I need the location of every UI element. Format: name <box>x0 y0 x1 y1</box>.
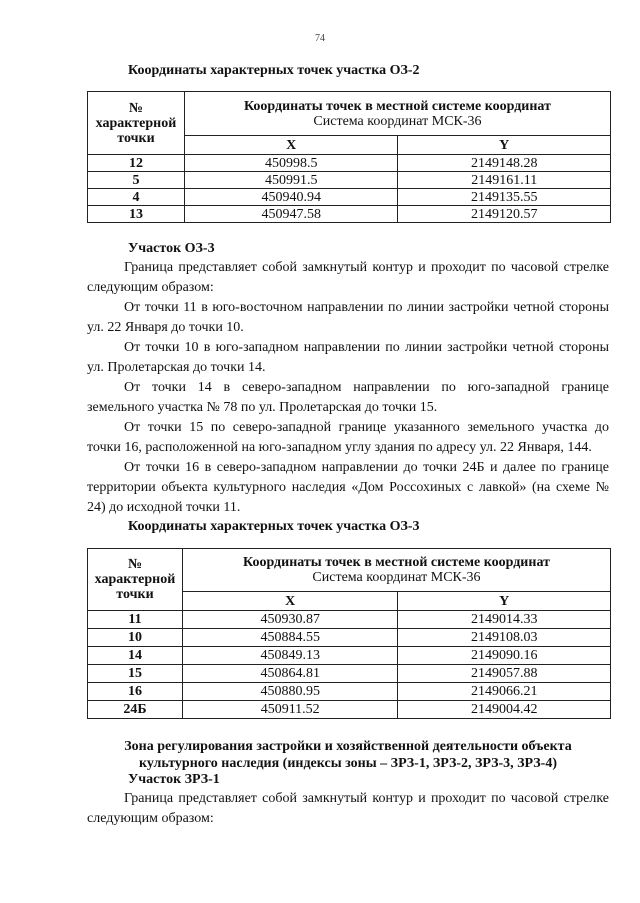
coord-x: 450991.5 <box>184 172 398 189</box>
zone-subtitle: Участок ЗРЗ-1 <box>128 772 220 787</box>
coord-y: 2149135.55 <box>398 189 611 206</box>
paragraph: От точки 16 в северо-западном направлении до точки 24Б и далее по границе территории объекта культурного наследия «Дом Россохиных с лавкой» (на схеме № 24) до исходной точки 11. <box>87 460 609 515</box>
point-number: 4 <box>88 189 185 206</box>
zone-title: Зона регулирования застройки и хозяйственной деятельности объекта культурного наследия (индексы зоны – ЗРЗ-1, ЗРЗ-2, ЗРЗ-3, ЗРЗ-4) <box>124 739 572 771</box>
coord-x: 450884.55 <box>182 629 398 647</box>
point-number: 11 <box>88 611 183 629</box>
coord-y: 2149108.03 <box>398 629 611 647</box>
col-header-coords <box>184 92 610 136</box>
table-row <box>88 155 611 172</box>
coord-x: 450849.13 <box>182 647 398 665</box>
table-row <box>88 611 611 629</box>
col-header-y: Y <box>398 136 611 155</box>
col-header-y: Y <box>398 592 611 611</box>
coords-table-oz3 <box>87 548 611 719</box>
col-header-coords-title: Координаты точек в местной системе координат <box>242 555 550 570</box>
table-row <box>88 701 611 719</box>
coord-y: 2149057.88 <box>398 665 611 683</box>
paragraph: От точки 14 в северо-западном направлении по юго-западной границе земельного участка № 78 по ул. Пролетарская до точки 15. <box>87 380 609 415</box>
point-number: 15 <box>88 665 183 683</box>
col-header-number: № характерной точки <box>88 92 185 155</box>
table-row <box>88 206 611 223</box>
coord-y: 2149066.21 <box>398 683 611 701</box>
paragraph: Граница представляет собой замкнутый контур и проходит по часовой стрелке следующим образом: <box>87 260 609 295</box>
section-oz3-text <box>87 258 609 518</box>
coord-y: 2149014.33 <box>398 611 611 629</box>
point-number: 10 <box>88 629 183 647</box>
point-number: 16 <box>88 683 183 701</box>
coord-y: 2149004.42 <box>398 701 611 719</box>
coord-y: 2149161.11 <box>398 172 611 189</box>
col-header-coords-title: Координаты точек в местной системе координат <box>243 98 551 114</box>
coords-table-oz2 <box>87 91 611 223</box>
table1-heading: Координаты характерных точек участка ОЗ-2 <box>128 63 420 78</box>
coord-y: 2149120.57 <box>398 206 611 223</box>
coord-x: 450940.94 <box>184 189 398 206</box>
point-number: 5 <box>88 172 185 189</box>
table2-heading: Координаты характерных точек участка ОЗ-3 <box>128 519 420 534</box>
table-row <box>88 647 611 665</box>
coord-x: 450880.95 <box>182 683 398 701</box>
paragraph: Граница представляет собой замкнутый контур и проходит по часовой стрелке следующим образом: <box>87 791 609 826</box>
coord-x: 450911.52 <box>182 701 398 719</box>
table-row <box>88 629 611 647</box>
col-header-coords <box>182 549 610 592</box>
coord-x: 450930.87 <box>182 611 398 629</box>
point-number: 14 <box>88 647 183 665</box>
point-number: 24Б <box>88 701 183 719</box>
table-row <box>88 665 611 683</box>
point-number: 12 <box>88 155 185 172</box>
paragraph: От точки 11 в юго-восточном направлении по линии застройки четной стороны ул. 22 Января до точки 10. <box>87 300 609 335</box>
coord-y: 2149090.16 <box>398 647 611 665</box>
col-header-system: Система координат МСК-36 <box>312 570 481 585</box>
zone-text <box>87 789 609 829</box>
col-header-x: X <box>182 592 398 611</box>
section-oz3-title: Участок ОЗ-3 <box>128 241 215 256</box>
coord-x: 450864.81 <box>182 665 398 683</box>
table-row <box>88 172 611 189</box>
coord-y: 2149148.28 <box>398 155 611 172</box>
paragraph: От точки 15 по северо-западной границе указанного земельного участка до точки 16, расположенной на юго-западном углу здания по адресу ул. 22 Января, 144. <box>87 420 609 455</box>
col-header-number: № характерной точки <box>88 549 183 611</box>
coord-x: 450998.5 <box>184 155 398 172</box>
table-row <box>88 189 611 206</box>
point-number: 13 <box>88 206 185 223</box>
coord-x: 450947.58 <box>184 206 398 223</box>
table-row <box>88 683 611 701</box>
col-header-system: Система координат МСК-36 <box>313 113 482 129</box>
paragraph: От точки 10 в юго-западном направлении по линии застройки четной стороны ул. Пролетарская до точки 14. <box>87 340 609 375</box>
page-number: 74 <box>315 33 325 44</box>
col-header-x: X <box>184 136 398 155</box>
